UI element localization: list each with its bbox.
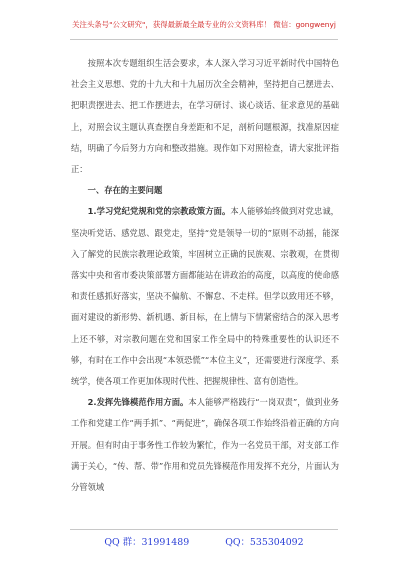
header-divider	[70, 39, 338, 40]
intro-paragraph: 按照本次专题组织生活会要求，本人深入学习习近平新时代中国特色社会主义思想、党的十九大和十九届历次全会精神，坚持把自己摆进去、把职责摆进去、把工作摆进去，在学习研讨、谈心谈话、征求意见的基础上，对照会议主题认真查摆自身差距和不足，剖析问题根源，找准原因症结，明确了今后努力方向和整改措施。现作如下对照检查，请大家批评指正：	[71, 58, 339, 175]
qq-group-text: QQ 群：31991489	[104, 537, 190, 548]
item2-paragraph	[71, 392, 339, 498]
qq-text: QQ：535304092	[225, 537, 304, 548]
item2-title: 2.发挥先锋模范作用方面。	[87, 397, 189, 408]
document-body	[71, 53, 339, 498]
item1-paragraph	[71, 201, 339, 392]
item2-text: 本人能够严格践行“一岗双责”，做到业务工作和党建工作“两手抓”、“两促进”，确保各项工作始终沿着正确的方向开展。但有时由于事务性工作较为繁忙，作为一名党员干部，对支部工作满于关心，“传、帮、带”作用和党员先锋模范作用发挥不充分，片面认为分管领域	[71, 397, 339, 493]
footer-divider	[70, 529, 338, 530]
item1-text: 本人能够始终做到对党忠诚，坚决听党话、感党恩、跟党走，坚持“党是领导一切的”原则不动摇，能深入了解党的民族宗教理论政策，牢固树立正确的民族观、宗教观，在贯彻落实中央和省市委决策部署方面都能站在讲政治的高度，以高度的使命感和责任感抓好落实，坚决不偏航、不懈怠、不走样。但学以致用还不够，面对建设的新形势、新机遇、新目标，在上情与下情紧密结合的深入思考上还不够，对宗教问题在党和国家工作全局中的特殊重要性的认识还不够，有时在工作中会出现“本领恐慌”“本位主义”，还需要进行深度学、系统学，使各项工作更加体现时代性、把握规律性、富有创造性。	[71, 206, 339, 387]
footer-contact	[0, 534, 408, 548]
item1-title: 1.学习党纪党规和党的宗教政策方面。	[87, 206, 231, 217]
section-heading: 一、存在的主要问题	[87, 185, 163, 196]
header-note: 关注头条号"公文研究"，获得最新最全最专业的公文资料库！ 微信：gongwenyj	[72, 20, 336, 29]
